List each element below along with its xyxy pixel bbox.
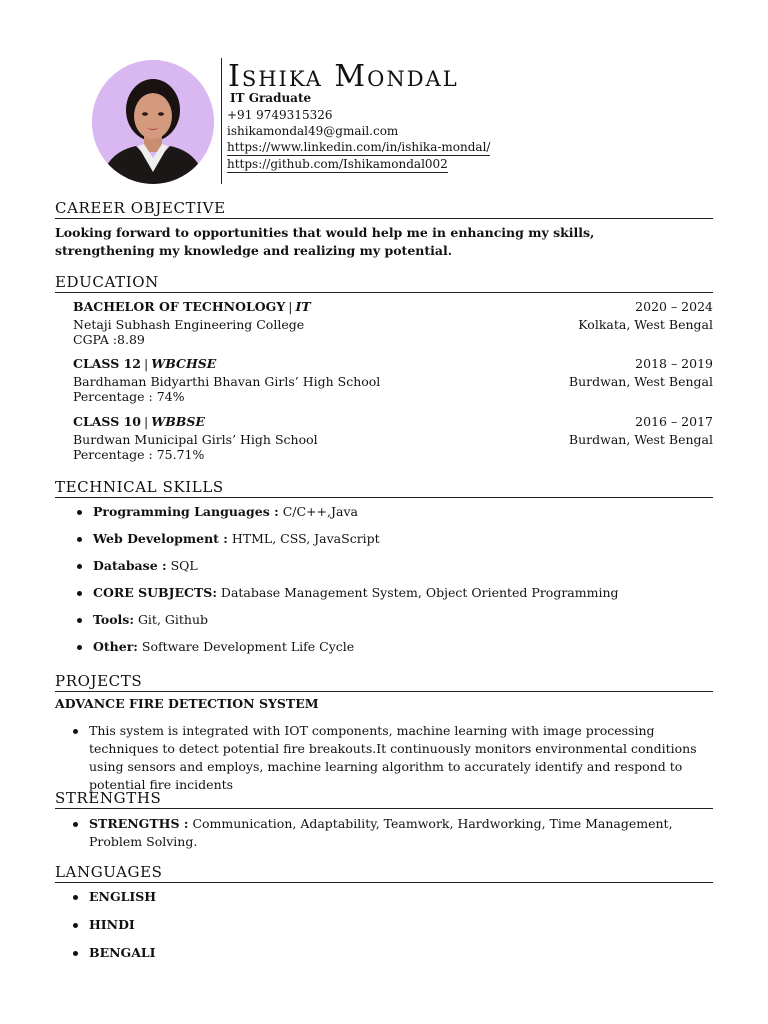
institution-location: Burdwan, West Bengal — [568, 432, 713, 447]
skill-value: C/C++,Java — [282, 504, 358, 519]
career-objective-text: Looking forward to opportunities that would help me in enhancing my skills, strengthening my knowledge and realizing my potential. — [55, 225, 595, 258]
institution-name: Bardhaman Bidyarthi Bhavan Girls’ High School — [73, 374, 381, 389]
skill-value: HTML, CSS, JavaScript — [231, 531, 380, 546]
section-title-projects: PROJECTS — [55, 672, 713, 692]
skill-value: Git, Github — [137, 612, 208, 627]
list-item — [73, 557, 713, 574]
list-item — [69, 815, 717, 851]
candidate-name: Ishika Mondal — [228, 59, 459, 94]
project-details-list — [69, 722, 717, 794]
degree-board: WBCHSE — [151, 356, 217, 371]
education-years: 2018 – 2019 — [635, 356, 713, 371]
list-item: BENGALI — [69, 944, 709, 961]
list-item: ENGLISH — [69, 888, 709, 905]
project-description: This system is integrated with IOT components, machine learning with image processing techniques to detect potential fire breakouts.It continuously monitors environmental conditions using sensors and employs, machine learning algorithm to accurately identify and respond to potential fire incidents — [89, 723, 697, 792]
section-title-languages: LANGUAGES — [55, 863, 713, 883]
section-title-technical-skills: TECHNICAL SKILLS — [55, 478, 713, 498]
skill-value: Software Development Life Cycle — [141, 639, 355, 654]
education-entry — [73, 414, 713, 462]
strengths-value: Communication, Adaptability, Teamwork, Hardworking, Time Management, Problem Solving. — [89, 816, 673, 849]
skill-label: CORE SUBJECTS: — [93, 585, 217, 600]
list-item — [73, 530, 713, 547]
institution-location: Burdwan, West Bengal — [568, 374, 713, 389]
strengths-list — [69, 815, 717, 851]
person-portrait-icon — [92, 60, 214, 184]
education-entry — [73, 299, 713, 347]
degree-name: BACHELOR OF TECHNOLOGY — [73, 299, 286, 314]
institution-name: Burdwan Municipal Girls’ High School — [73, 432, 318, 447]
education-years: 2016 – 2017 — [635, 414, 713, 429]
skill-label: Tools: — [93, 612, 134, 627]
institution-location: Kolkata, West Bengal — [578, 317, 713, 332]
section-title-career-objective: CAREER OBJECTIVE — [55, 199, 713, 219]
skill-value: Database Management System, Object Oriented Programming — [220, 585, 619, 600]
section-title-education: EDUCATION — [55, 273, 713, 293]
list-item — [73, 638, 713, 655]
skill-label: Database : — [93, 558, 167, 573]
profile-photo — [92, 60, 214, 184]
languages-list — [69, 888, 709, 961]
skills-list — [73, 503, 713, 655]
list-item — [73, 584, 713, 601]
strengths-label: STRENGTHS : — [89, 816, 189, 831]
degree-board: IT — [295, 299, 311, 314]
skill-label: Web Development : — [93, 531, 228, 546]
skill-label: Programming Languages : — [93, 504, 279, 519]
separator: | — [143, 414, 149, 429]
separator: | — [288, 299, 293, 314]
separator: | — [143, 356, 149, 371]
degree-name: CLASS 12 — [73, 356, 141, 371]
skill-label: Other: — [93, 639, 138, 654]
education-entry — [73, 356, 713, 404]
section-title-strengths: STRENGTHS — [55, 789, 713, 809]
list-item: HINDI — [69, 916, 709, 933]
email-address[interactable]: ishikamondal49@gmail.com — [227, 124, 399, 138]
skill-value: SQL — [170, 558, 198, 573]
degree-name: CLASS 10 — [73, 414, 141, 429]
education-score: Percentage : 75.71% — [73, 447, 205, 462]
list-item — [69, 722, 717, 794]
list-item — [73, 611, 713, 628]
candidate-title: IT Graduate — [230, 91, 312, 105]
project-name: ADVANCE FIRE DETECTION SYSTEM — [55, 696, 319, 711]
linkedin-link[interactable]: https://www.linkedin.com/in/ishika-mondal/ — [227, 140, 491, 154]
list-item — [73, 503, 713, 520]
institution-name: Netaji Subhash Engineering College — [73, 317, 305, 332]
degree-board: WBBSE — [151, 414, 205, 429]
header-divider — [221, 58, 222, 184]
education-years: 2020 – 2024 — [635, 299, 713, 314]
education-score: CGPA :8.89 — [73, 332, 145, 347]
github-link[interactable]: https://github.com/Ishikamondal002 — [227, 157, 448, 171]
education-score: Percentage : 74% — [73, 389, 185, 404]
phone-number: +91 9749315326 — [227, 108, 333, 122]
